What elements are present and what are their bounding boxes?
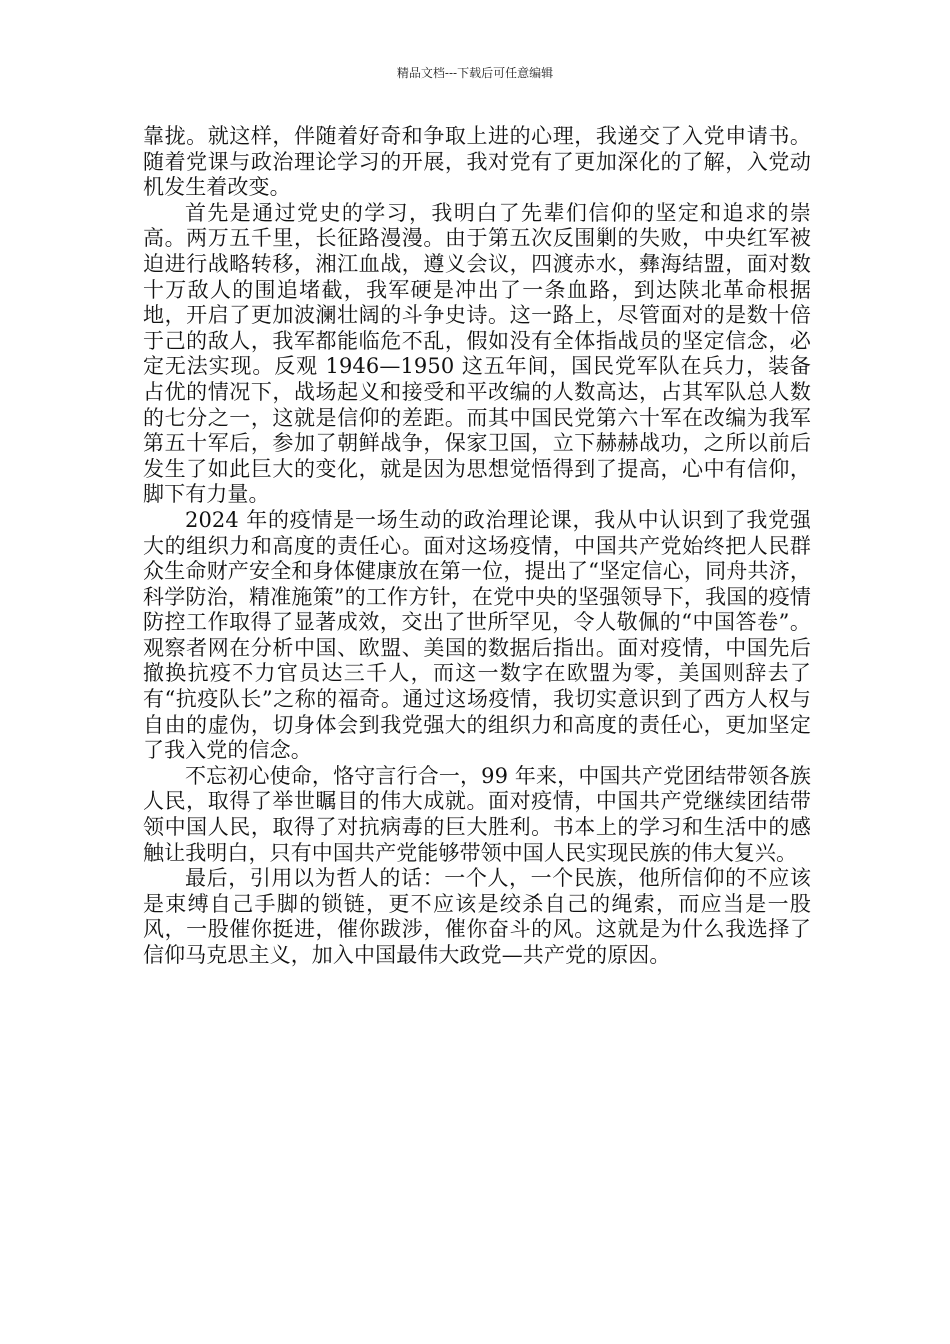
paragraph-2: 首先是通过党史的学习，我明白了先辈们信仰的坚定和追求的崇高。两万五千里，长征路漫漫。由于第五次反围剿的失败，中央红军被迫进行战略转移，湘江血战，遵义会议，四渡赤水，彝海结盟，面对数十万敌人的围追堵截，我军硬是冲出了一条血路，到达陕北革命根据地，开启了更加波澜壮阔的斗争史诗。这一路上，尽管面对的是数十倍于己的敌人，我军都能临危不乱，假如没有全体指战员的坚定信念，必定无法实现。反观 1946—1950 这五年间，国民党军队在兵力，装备占优的情况下，战场起义和接受和平改编的人数高达，占其军队总人数的七分之一，这就是信仰的差距。而其中国民党第六十军在改编为我军第五十军后，参加了朝鲜战争，保家卫国，立下赫赫战功，之所以前后发生了如此巨大的变化，就是因为思想觉悟得到了提高，心中有信仰，脚下有力量。: [143, 200, 811, 507]
document-body: [143, 124, 811, 969]
paragraph-4: 不忘初心使命，恪守言行合一，99 年来，中国共产党团结带领各族人民，取得了举世瞩目的伟大成就。面对疫情，中国共产党继续团结带领中国人民，取得了对抗病毒的巨大胜利。书本上的学习和生活中的感触让我明白，只有中国共产党能够带领中国人民实现民族的伟大复兴。: [143, 763, 811, 865]
page-header: 精品文档---下载后可任意编辑: [396, 66, 554, 80]
paragraph-1: 靠拢。就这样，伴随着好奇和争取上进的心理，我递交了入党申请书。随着党课与政治理论学习的开展，我对党有了更加深化的了解，入党动机发生着改变。: [143, 124, 811, 200]
paragraph-5: 最后，引用以为哲人的话：一个人，一个民族，他所信仰的不应该是束缚自己手脚的锁链，更不应该是绞杀自己的绳索，而应当是一股风，一股催你挺进，催你跋涉，催你奋斗的风。这就是为什么我选择了信仰马克思主义，加入中国最伟大政党—共产党的原因。: [143, 866, 811, 967]
paragraph-3: 2024 年的疫情是一场生动的政治理论课，我从中认识到了我党强大的组织力和高度的责任心。面对这场疫情，中国共产党始终把人民群众生命财产安全和身体健康放在第一位，提出了“坚定信心，同舟共济，科学防治，精准施策”的工作方针，在党中央的坚强领导下，我国的疫情防控工作取得了显著成效，交出了世所罕见，令人敬佩的“中国答卷”。观察者网在分析中国、欧盟、美国的数据后指出。面对疫情，中国先后撤换抗疫不力官员达三千人，而这一数字在欧盟为零，美国则辞去了有“抗疫队长”之称的福奇。通过这场疫情，我切实意识到了西方人权与自由的虚伪，切身体会到我党强大的组织力和高度的责任心，更加坚定了我入党的信念。: [143, 507, 811, 763]
